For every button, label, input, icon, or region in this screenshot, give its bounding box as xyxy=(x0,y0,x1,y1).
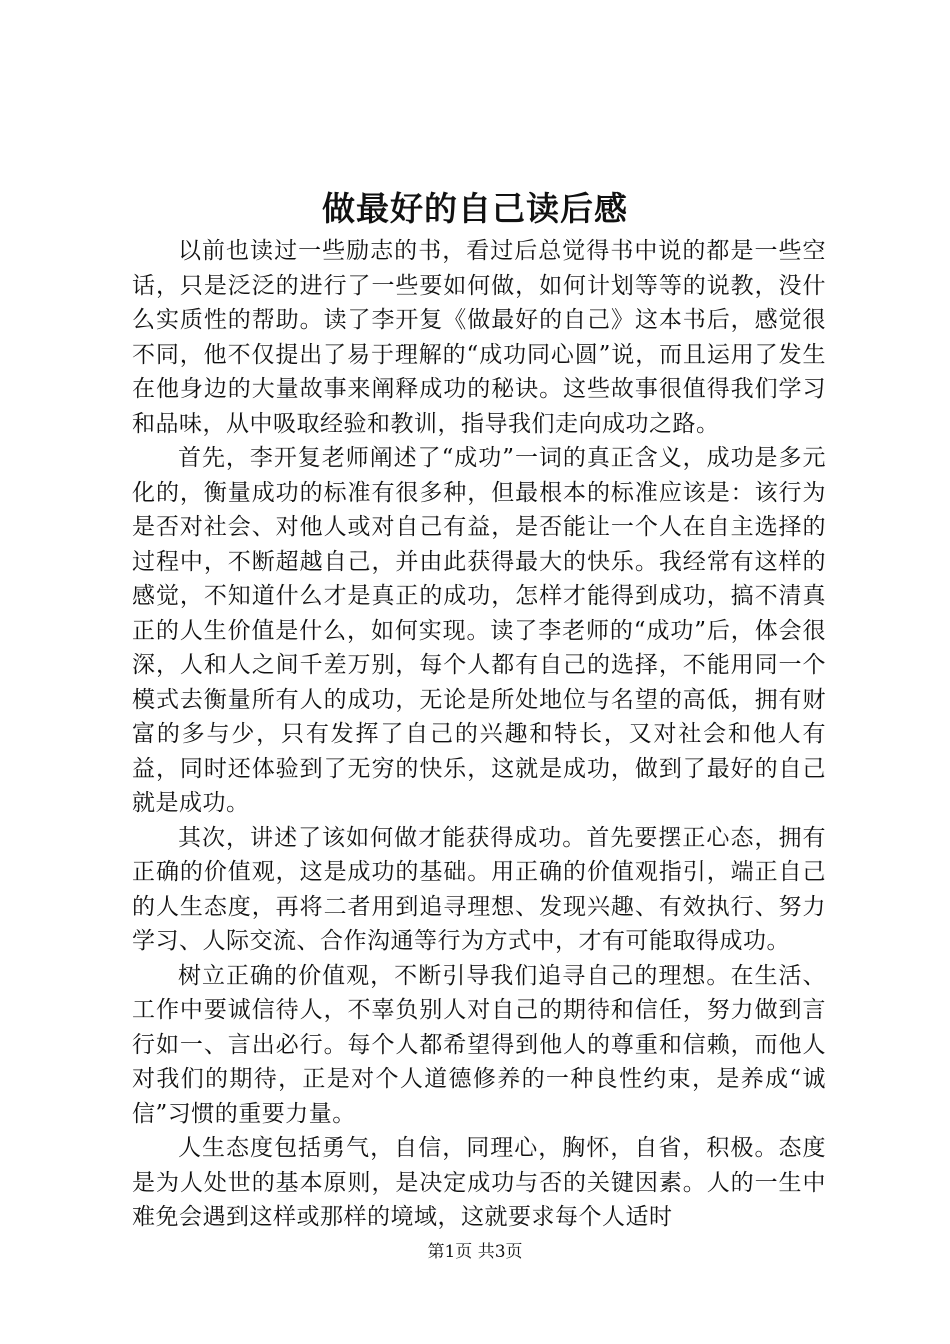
paragraph-4: 树立正确的价值观，不断引导我们追寻自己的理想。在生活、工作中要诚信待人，不辜负别人对自己的期待和信任，努力做到言行如一、言出必行。每个人都希望得到他人的尊重和信赖，而他人对我们的期待，正是对个人道德修养的一种良性约束，是养成“诚信”习惯的重要力量。 xyxy=(132,962,826,1127)
paragraph-5: 人生态度包括勇气，自信，同理心，胸怀，自省，积极。态度是为人处世的基本原则，是决定成功与否的关键因素。人的一生中难免会遇到这样或那样的境域，这就要求每个人适时 xyxy=(132,1135,826,1230)
page-number-footer: 第1页 共3页 xyxy=(427,1242,523,1262)
paragraph-1: 以前也读过一些励志的书，看过后总觉得书中说的都是一些空话，只是泛泛的进行了一些要如何做，如何计划等等的说教，没什么实质性的帮助。读了李开复《做最好的自己》这本书后，感觉很不同，他不仅提出了易于理解的“成功同心圆”说，而且运用了发生在他身边的大量故事来阐释成功的秘诀。这些故事很值得我们学习和品味，从中吸取经验和教训，指导我们走向成功之路。 xyxy=(132,238,826,437)
paragraph-2: 首先，李开复老师阐述了“成功”一词的真正含义，成功是多元化的，衡量成功的标准有很多种，但最根本的标准应该是：该行为是否对社会、对他人或对自己有益，是否能让一个人在自主选择的过程中，不断超越自己，并由此获得最大的快乐。我经常有这样的感觉，不知道什么才是真正的成功，怎样才能得到成功，搞不清真正的人生价值是什么，如何实现。读了李老师的“成功”后，体会很深，人和人之间千差万别，每个人都有自己的选择，不能用同一个模式去衡量所有人的成功，无论是所处地位与名望的高低，拥有财富的多与少，只有发挥了自己的兴趣和特长，又对社会和他人有益，同时还体验到了无穷的快乐，这就是成功，做到了最好的自己就是成功。 xyxy=(132,445,826,816)
document-title: 做最好的自己读后感 xyxy=(322,189,628,228)
document-body xyxy=(132,234,826,1235)
paragraph-3: 其次，讲述了该如何做才能获得成功。首先要摆正心态，拥有正确的价值观，这是成功的基础。用正确的价值观指引，端正自己的人生态度，再将二者用到追寻理想、发现兴趣、有效执行、努力学习、人际交流、合作沟通等行为方式中，才有可能取得成功。 xyxy=(132,824,826,954)
